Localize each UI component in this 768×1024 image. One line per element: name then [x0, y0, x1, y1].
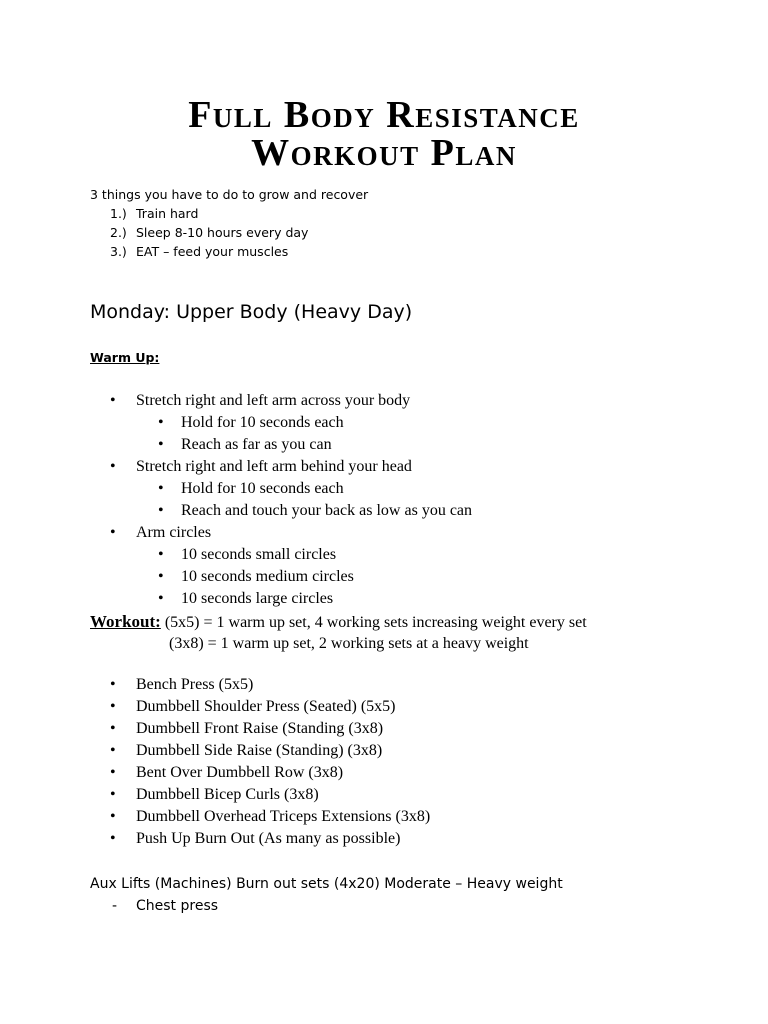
dash-marker: - [112, 898, 118, 914]
day-heading: Monday: Upper Body (Heavy Day) [90, 301, 413, 323]
exercise-item: • Bent Over Dumbbell Row (3x8) [90, 762, 430, 784]
sub-list-item: • Hold for 10 seconds each [136, 478, 472, 500]
list-item-text: Stretch right and left arm behind your head [136, 458, 412, 475]
list-item-text: Chest press [136, 898, 219, 914]
exercise-item: • Dumbbell Front Raise (Standing (3x8) [90, 718, 430, 740]
list-item [90, 456, 472, 522]
intro-section [90, 185, 368, 261]
workout-scheme-3x8: (3x8) = 1 warm up set, 2 working sets at a heavy weight [169, 635, 529, 652]
sub-list [136, 412, 472, 456]
aux-lift-item [90, 895, 563, 917]
exercise-item: • Dumbbell Shoulder Press (Seated) (5x5) [90, 696, 430, 718]
exercise-item: • Dumbbell Side Raise (Standing) (3x8) [90, 740, 430, 762]
list-item-text: Sleep 8-10 hours every day [136, 225, 309, 240]
list-number: 1.) [110, 206, 127, 221]
sub-list [136, 478, 472, 522]
workout-scheme-5x5: (5x5) = 1 warm up set, 4 working sets increasing weight every set [160, 614, 587, 631]
list-item [90, 390, 472, 456]
intro-list-item [90, 223, 368, 242]
list-item-text: Stretch right and left arm across your body [136, 392, 411, 409]
list-item-text: Arm circles [136, 524, 212, 541]
intro-list-item [90, 204, 368, 223]
sub-list-item: • Hold for 10 seconds each [136, 412, 472, 434]
aux-lifts-heading: Aux Lifts (Machines) Burn out sets (4x20) Moderate – Heavy weight [90, 876, 563, 892]
sub-list-item: • 10 seconds large circles [136, 588, 472, 610]
workout-section [90, 611, 587, 654]
sub-list [136, 544, 472, 610]
list-number: 3.) [110, 244, 127, 259]
sub-list-item: • 10 seconds medium circles [136, 566, 472, 588]
page-title-line-1: Full Body Resistance [188, 94, 580, 136]
list-item [90, 522, 472, 610]
list-item-text: Train hard [136, 206, 199, 221]
exercise-item: • Push Up Burn Out (As many as possible) [90, 828, 430, 850]
page-title-line-2: Workout Plan [251, 132, 517, 174]
exercise-item: • Dumbbell Bicep Curls (3x8) [90, 784, 430, 806]
intro-text: 3 things you have to do to grow and recover [90, 187, 369, 202]
exercise-list [90, 674, 430, 850]
sub-list-item: • 10 seconds small circles [136, 544, 472, 566]
warmup-list [90, 390, 472, 610]
list-item-text: EAT – feed your muscles [136, 244, 289, 259]
warmup-label: Warm Up: [90, 350, 160, 365]
list-number: 2.) [110, 225, 127, 240]
workout-line-1 [90, 611, 587, 633]
sub-list-item: • Reach and touch your back as low as you can [136, 500, 472, 522]
intro-list-item [90, 242, 368, 261]
intro-list [90, 204, 368, 261]
exercise-item: • Dumbbell Overhead Triceps Extensions (3x8) [90, 806, 430, 828]
workout-label: Workout: [90, 612, 161, 631]
aux-lifts-section [90, 873, 563, 917]
exercise-item: • Bench Press (5x5) [90, 674, 430, 696]
sub-list-item: • Reach as far as you can [136, 434, 472, 456]
